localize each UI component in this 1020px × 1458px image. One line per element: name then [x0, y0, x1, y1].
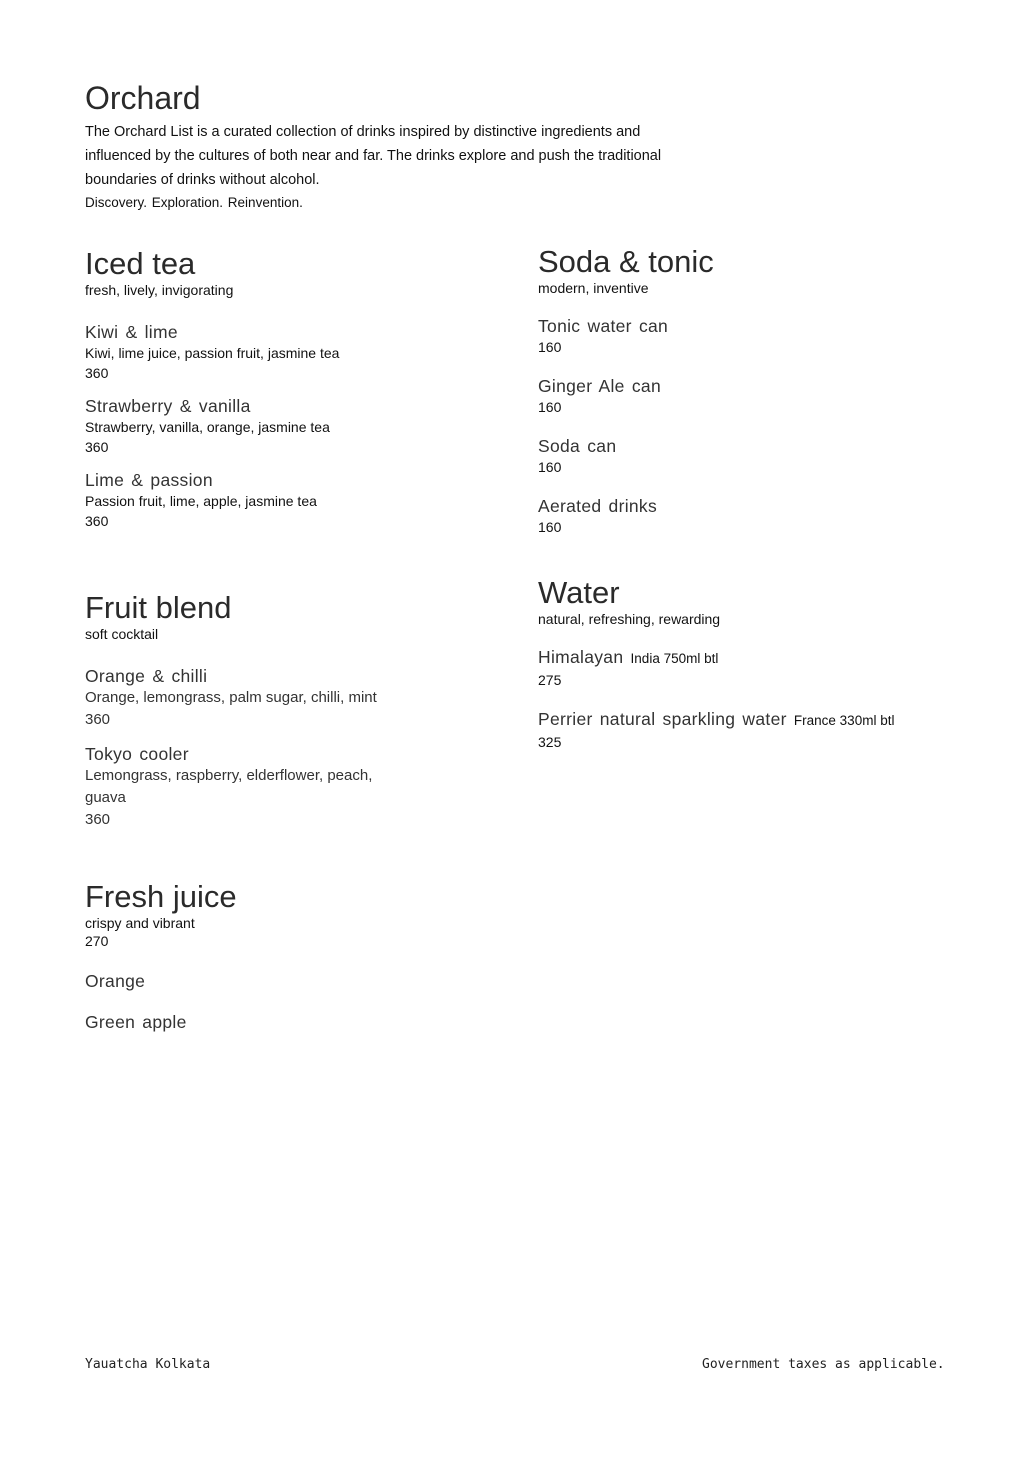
item-origin: India 750ml btl	[630, 651, 719, 666]
menu-item	[85, 1011, 505, 1033]
item-price: 160	[538, 519, 562, 535]
item-price: 360	[85, 711, 111, 728]
section-title: Fruit blend	[85, 590, 232, 625]
section-title: Soda & tonic	[538, 244, 714, 279]
item-name: Tokyo cooler	[85, 744, 189, 764]
section-fruit-blend	[85, 591, 415, 831]
item-name: Soda can	[538, 436, 617, 456]
item-name: Orange	[85, 971, 146, 991]
item-name: Kiwi & lime	[85, 322, 178, 342]
menu-item	[538, 435, 958, 477]
section-iced-tea	[85, 247, 505, 531]
menu-item	[85, 970, 505, 992]
section-subtitle: modern, inventive	[538, 280, 649, 296]
item-name: Aerated drinks	[538, 496, 658, 516]
item-name: Strawberry & vanilla	[85, 396, 251, 416]
menu-item	[538, 315, 958, 357]
section-water	[538, 576, 978, 752]
section-subtitle: soft cocktail	[85, 626, 159, 642]
section-title: Iced tea	[85, 246, 196, 281]
footer-venue: Yauatcha Kolkata	[85, 1357, 211, 1372]
item-price: 160	[538, 339, 562, 355]
item-description: Lemongrass, raspberry, elderflower, peach, guava	[85, 767, 373, 806]
item-price: 360	[85, 365, 109, 381]
item-price: 160	[538, 459, 562, 475]
section-price: 270	[85, 933, 109, 949]
item-description: Kiwi, lime juice, passion fruit, jasmine tea	[85, 345, 340, 361]
menu-item	[538, 646, 978, 690]
footer-taxes-note: Government taxes as applicable.	[702, 1357, 945, 1372]
intro-tagline: Discovery. Exploration. Reinvention.	[85, 195, 303, 210]
item-name	[538, 646, 978, 670]
item-name-text: Perrier natural sparkling water	[538, 709, 787, 729]
item-name	[538, 708, 978, 732]
section-subtitle: fresh, lively, invigorating	[85, 282, 234, 298]
item-name-text: Himalayan	[538, 647, 624, 667]
item-name: Ginger Ale can	[538, 376, 661, 396]
menu-item	[538, 708, 978, 752]
item-price: 325	[538, 734, 562, 750]
item-origin: France 330ml btl	[793, 713, 895, 728]
item-description: Passion fruit, lime, apple, jasmine tea	[85, 493, 317, 509]
item-name: Green apple	[85, 1012, 187, 1032]
section-title: Fresh juice	[85, 879, 237, 914]
section-fresh-juice	[85, 880, 505, 1033]
menu-item	[85, 469, 505, 531]
section-subtitle: crispy and vibrant	[85, 915, 195, 931]
section-soda-tonic	[538, 245, 958, 537]
menu-item	[85, 395, 505, 457]
menu-item	[85, 665, 415, 731]
item-price: 360	[85, 513, 109, 529]
item-name: Orange & chilli	[85, 666, 208, 686]
menu-item	[538, 375, 958, 417]
item-price: 160	[538, 399, 562, 415]
intro-block	[85, 80, 705, 212]
item-price: 360	[85, 811, 111, 828]
item-description: Strawberry, vanilla, orange, jasmine tea	[85, 419, 330, 435]
item-name: Tonic water can	[538, 316, 669, 336]
item-name: Lime & passion	[85, 470, 213, 490]
section-subtitle: natural, refreshing, rewarding	[538, 611, 721, 627]
section-title: Water	[538, 575, 620, 610]
menu-item	[538, 495, 958, 537]
intro-description: The Orchard List is a curated collection of drinks inspired by distinctive ingredients and influenced by the cultures of both near and far. The drinks explore and push the traditional boundaries of drinks without alcohol.	[85, 124, 662, 188]
item-description: Orange, lemongrass, palm sugar, chilli, mint	[85, 689, 377, 706]
item-price: 360	[85, 439, 109, 455]
menu-item	[85, 321, 505, 383]
menu-item	[85, 743, 415, 831]
page-title: Orchard	[85, 80, 201, 116]
item-price: 275	[538, 672, 562, 688]
